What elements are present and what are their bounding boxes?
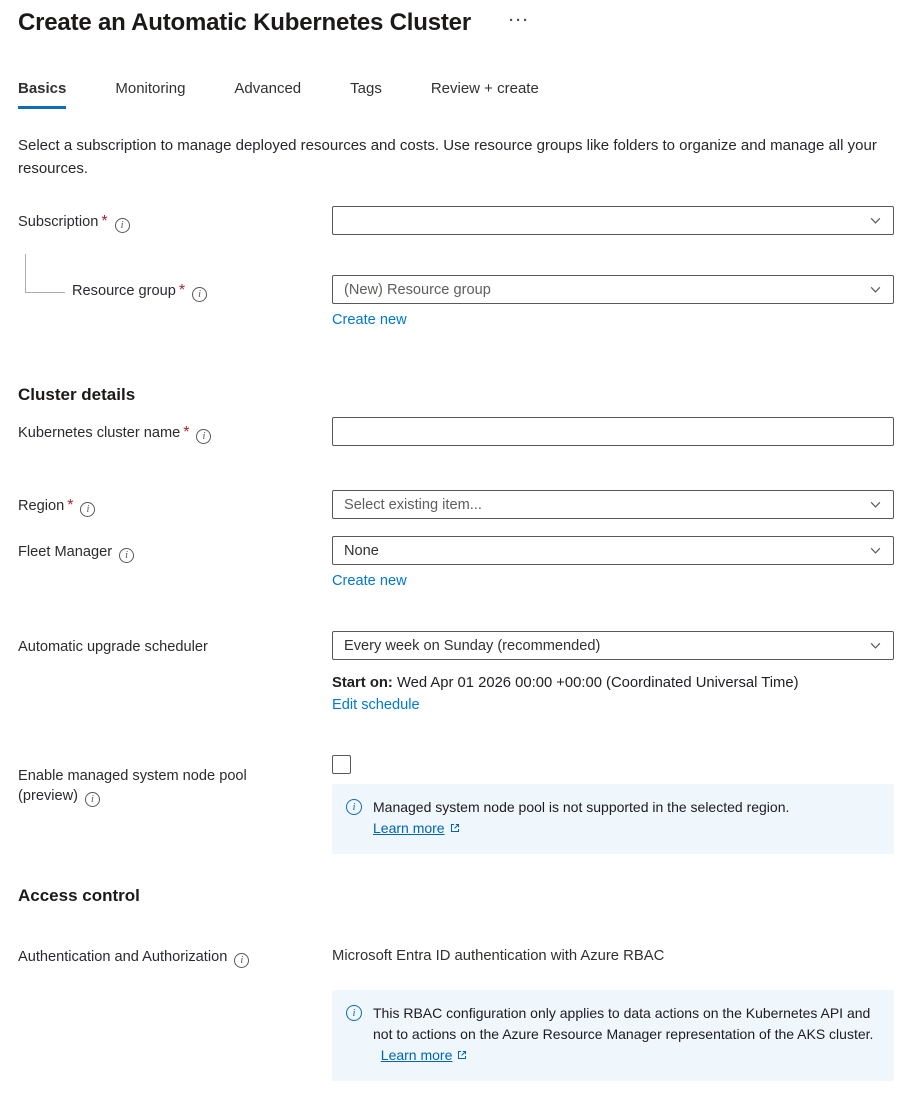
page-header (18, 8, 894, 38)
cluster-name-label: Kubernetes cluster name (18, 425, 181, 441)
info-icon[interactable]: i (85, 792, 100, 807)
upgrade-scheduler-label-group (18, 631, 332, 657)
chevron-down-icon (869, 283, 882, 296)
chevron-down-icon (869, 639, 882, 652)
region-label: Region (18, 498, 65, 514)
managed-node-pool-label-group (18, 755, 332, 807)
tab-tags[interactable]: Tags (350, 80, 382, 97)
intro-text: Select a subscription to manage deployed resources and costs. Use resource groups like folders to organize and manage all your resources. (18, 137, 877, 177)
more-options-icon[interactable]: ··· (508, 12, 530, 29)
resource-group-label-group (18, 275, 332, 302)
managed-node-pool-label: Enable managed system node pool (18, 768, 247, 784)
upgrade-scheduler-label: Automatic upgrade scheduler (18, 639, 208, 655)
rbac-info-bar (332, 990, 894, 1081)
info-icon[interactable]: i (115, 218, 130, 233)
subscription-label: Subscription (18, 214, 99, 230)
chevron-down-icon (869, 544, 882, 557)
tab-advanced[interactable]: Advanced (234, 80, 302, 97)
rbac-learn-more-link[interactable]: Learn more (380, 1047, 453, 1063)
cluster-details-heading: Cluster details (18, 385, 136, 404)
edit-schedule-link[interactable]: Edit schedule (332, 697, 420, 713)
subscription-row (18, 206, 894, 235)
resource-group-label: Resource group (72, 283, 176, 299)
info-icon[interactable]: i (80, 502, 95, 517)
node-pool-info-message: Managed system node pool is not supported in the selected region. (373, 799, 790, 815)
chevron-down-icon (869, 498, 882, 511)
fleet-manager-row (18, 536, 894, 590)
info-icon[interactable]: i (196, 429, 211, 444)
wizard-tabs (18, 80, 894, 109)
fleet-manager-label-group (18, 536, 332, 563)
page-title: Create an Automatic Kubernetes Cluster (18, 9, 471, 36)
rbac-info-message: This RBAC configuration only applies to data actions on the Kubernetes API and not to actions on the Azure Resource Manager representation of the AKS cluster. (373, 1005, 874, 1042)
fleet-manager-create-new-link[interactable]: Create new (332, 573, 407, 589)
info-icon[interactable]: i (192, 287, 207, 302)
upgrade-scheduler-dropdown[interactable] (332, 631, 894, 660)
resource-group-dropdown-value: (New) Resource group (344, 281, 491, 298)
indent-connector-line (25, 254, 65, 293)
start-on-label: Start on: (332, 675, 393, 691)
subscription-label-group (18, 206, 332, 233)
region-label-group (18, 490, 332, 517)
access-control-heading: Access control (18, 886, 140, 905)
cluster-name-label-group (18, 417, 332, 444)
required-marker: * (101, 213, 108, 230)
managed-node-pool-checkbox[interactable] (332, 755, 351, 774)
node-pool-info-bar (332, 784, 894, 854)
resource-group-create-new-link[interactable]: Create new (332, 312, 407, 328)
region-dropdown[interactable] (332, 490, 894, 519)
required-marker: * (183, 424, 190, 441)
auth-row (18, 941, 894, 1081)
fleet-manager-dropdown-value: None (344, 542, 379, 559)
tab-basics[interactable]: Basics (18, 80, 66, 109)
auth-label-group (18, 941, 332, 968)
cluster-name-row (18, 417, 894, 446)
external-link-icon (456, 1046, 468, 1067)
required-marker: * (178, 282, 186, 299)
managed-node-pool-label-suffix: (preview) (18, 788, 79, 804)
region-dropdown-placeholder: Select existing item... (344, 496, 482, 513)
start-on-value: Wed Apr 01 2026 00:00 +00:00 (Coordinated Universal Time) (396, 675, 799, 691)
fleet-manager-dropdown[interactable] (332, 536, 894, 565)
resource-group-row (18, 275, 894, 329)
start-on-text (332, 673, 894, 693)
info-icon[interactable]: i (234, 953, 249, 968)
managed-node-pool-row (18, 755, 894, 854)
tab-review-create[interactable]: Review + create (430, 80, 539, 97)
external-link-icon (449, 819, 461, 840)
auth-label: Authentication and Authorization (18, 949, 228, 965)
info-icon: i (346, 1005, 362, 1021)
resource-group-dropdown[interactable] (332, 275, 894, 304)
info-icon: i (346, 799, 362, 815)
required-marker: * (67, 497, 74, 514)
auth-value-text: Microsoft Entra ID authentication with Azure RBAC (332, 948, 665, 964)
info-icon[interactable]: i (119, 548, 134, 563)
subscription-dropdown[interactable] (332, 206, 894, 235)
upgrade-scheduler-row (18, 631, 894, 714)
fleet-manager-label: Fleet Manager (18, 544, 113, 560)
chevron-down-icon (869, 214, 882, 227)
tab-monitoring[interactable]: Monitoring (115, 80, 186, 97)
node-pool-learn-more-link[interactable]: Learn more (373, 820, 445, 836)
cluster-name-input[interactable] (332, 417, 894, 446)
upgrade-scheduler-dropdown-value: Every week on Sunday (recommended) (344, 637, 601, 654)
region-row (18, 490, 894, 519)
